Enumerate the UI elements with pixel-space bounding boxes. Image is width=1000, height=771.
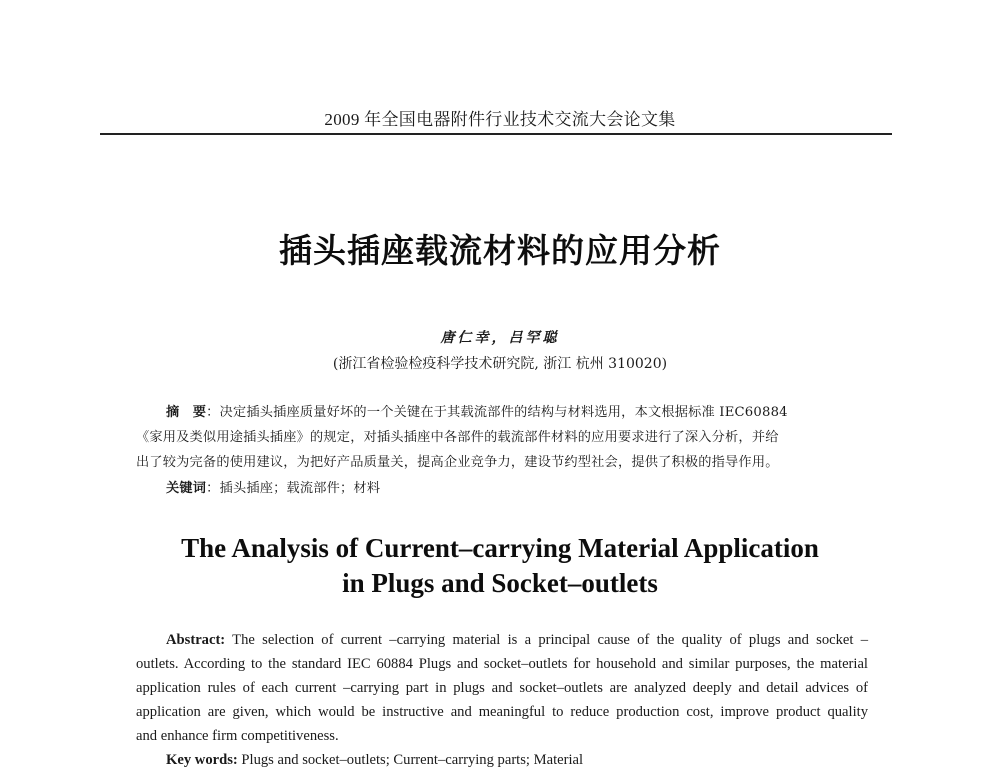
english-abstract-text: The selection of current –carrying material is a principal cause of the quality of plugs and socket –: [225, 632, 868, 648]
english-keywords: [166, 749, 868, 771]
english-abstract-label: Abstract:: [166, 632, 226, 648]
chinese-abstract-line-2: 《家用及类似用途插头插座》的规定，对插头插座中各部件的载流部件材料的应用要求进行了深入分析，并给: [136, 430, 779, 445]
english-title-line-1: The Analysis of Current–carrying Material Application: [181, 533, 819, 563]
chinese-keywords: [166, 479, 922, 499]
chinese-abstract-label: 摘 要: [166, 405, 207, 420]
english-keywords-label: Key words:: [166, 752, 238, 768]
english-keywords-text: Plugs and socket–outlets; Current–carrying parts; Material: [237, 752, 584, 768]
chinese-abstract-line-1: [166, 403, 922, 423]
english-title-line-2: in Plugs and Socket–outlets: [342, 568, 658, 598]
english-abstract-line-5: and enhance firm competitiveness.: [136, 728, 339, 744]
english-abstract-line-1: [166, 629, 868, 651]
english-abstract-line-3: application rules of each current –carrying part in plugs and socket–outlets are analyzed deeply and detail advices of: [136, 680, 868, 696]
chinese-abstract-text: ：决定插头插座质量好坏的一个关键在于其载流部件的结构与材料选用，本文根据标准 IEC60884: [206, 405, 788, 420]
chinese-affiliation: (浙江省检验检疫科学技术研究院, 浙江 杭州 310020): [332, 356, 668, 372]
chinese-keywords-label: 关键词: [166, 481, 207, 496]
english-abstract-line-4: application are given, which would be instructive and meaningful to reduce production cost, improve product quality: [136, 704, 868, 720]
header-rule: [100, 133, 892, 135]
chinese-abstract-line-3: 出了较为完备的使用建议，为把好产品质量关，提高企业竞争力，建设节约型社会，提供了积极的指导作用。: [136, 455, 779, 470]
chinese-title: 插头插座载流材料的应用分析: [279, 231, 721, 270]
running-head: 2009 年全国电器附件行业技术交流大会论文集: [324, 110, 676, 129]
chinese-keywords-text: ：插头插座；载流部件；材料: [206, 481, 381, 496]
chinese-authors: 唐仁幸，吕罕聪: [440, 330, 560, 346]
english-abstract-line-2: outlets. According to the standard IEC 60884 Plugs and socket–outlets for household and similar purposes, the material: [136, 656, 868, 672]
